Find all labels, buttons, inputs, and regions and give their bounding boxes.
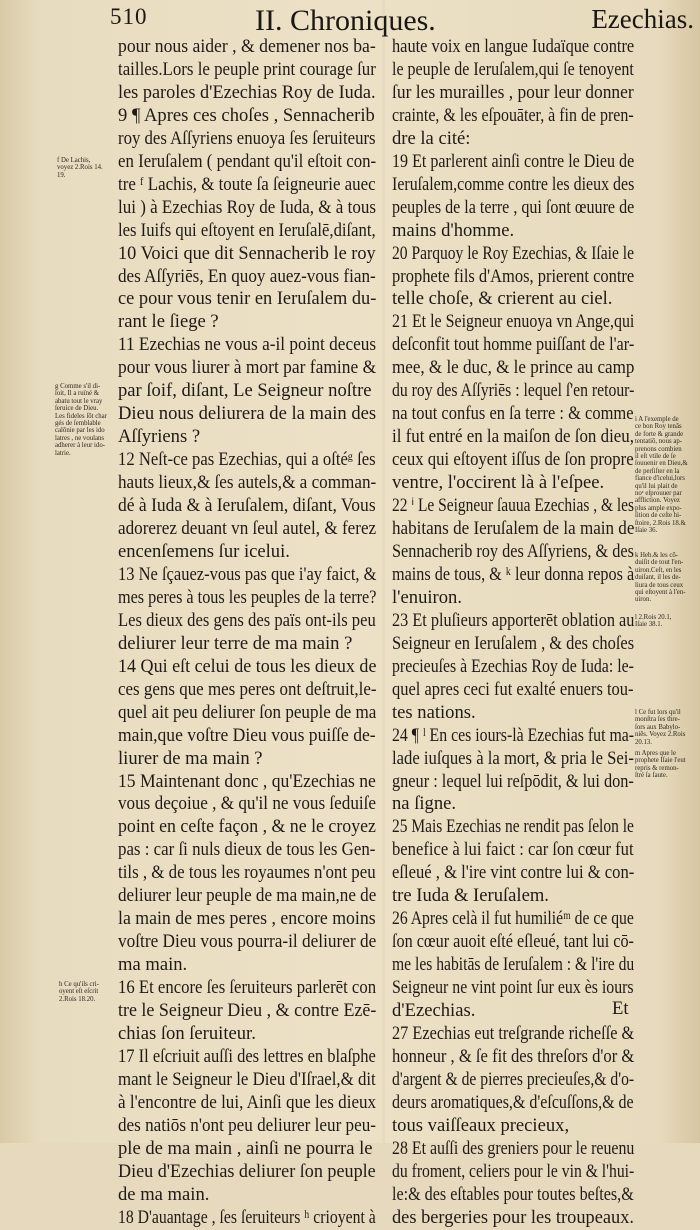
margin-note-line: de forte & grande	[635, 430, 684, 438]
text-line: 24 ¶ ˡ En ces iours-là Ezechias fut ma-	[392, 724, 635, 746]
text-line: deliurer leur peuple de ma main,ne de	[118, 885, 377, 907]
margin-note-line: Iſaie 36.	[635, 527, 658, 535]
text-line: ceux qui eſtoyent iſſus de ſon propre	[392, 449, 634, 471]
margin-note-line: affliction. Voyez	[635, 497, 680, 505]
margin-note-line: latrie.	[55, 449, 71, 457]
text-line: Seigneur en Ieruſalem , & des choſes	[392, 632, 635, 654]
margin-note-line: 19.	[57, 171, 66, 179]
text-line: habitans de Ieruſalem de la main de	[392, 518, 635, 540]
text-line: 16 Et encore ſes ſeruiteurs parlerēt con	[118, 977, 377, 999]
text-line: mes peres à tous les peuples de la terre?	[118, 586, 377, 608]
margin-note-h	[59, 981, 99, 1003]
margin-note-line: gés de ſemblable	[55, 420, 101, 428]
margin-note-line: ce bon Roy tenās	[635, 423, 682, 431]
text-line: ple de ma main , ainſi ne pourra le	[118, 1137, 373, 1159]
margin-note-line: l Ce fut lors qu'il	[635, 709, 681, 716]
margin-note-line: ſeruice de Dieu.	[55, 405, 99, 413]
text-line: 17 Il eſcriuit auſſi des lettres en blaſphe	[118, 1045, 376, 1067]
text-line: deurs aromatiques,& d'eſcuſſons,& de	[392, 1091, 634, 1113]
text-line: 18 D'auantage , ſes ſeruiteurs ʰ crioyent à	[118, 1206, 376, 1228]
text-line: 21 Et le Seigneur enuoya vn Ange,qui	[392, 311, 635, 333]
margin-note-line: abatu tout le vray	[55, 397, 103, 405]
text-line: tous vaiſſeaux precieux,	[392, 1114, 570, 1136]
margin-note-line: uiron.	[635, 596, 652, 604]
margin-note-line: duiſit de tout l'en-	[635, 559, 684, 567]
left-text-column	[118, 36, 376, 1230]
text-line: 9 ¶ Apres ces choſes , Sennacherib	[118, 104, 375, 126]
margin-note-line: prenons combien	[635, 445, 682, 453]
text-line: mains de tous, & ᵏ leur donna repos à	[392, 563, 635, 585]
text-line: les Iuifs qui eſtoyent en Ieruſalē,diſant,	[118, 219, 376, 241]
margin-note-f	[57, 157, 103, 179]
margin-note-g	[55, 383, 107, 457]
margin-note-line: Les fideles ſōt char	[55, 412, 107, 420]
text-line: Dieu d'Ezechias deliurer ſon peuple	[118, 1160, 376, 1182]
text-line: ſon cœur auoit eſté eſleué, tant lui cō-	[392, 931, 634, 953]
text-line: ſur les murailles , pour leur donner	[392, 81, 634, 103]
text-line: dé à Iuda & à Ieruſalem, diſant, Vous	[118, 495, 376, 517]
text-line: 25 Mais Ezechias ne rendit pas ſelon le	[392, 816, 634, 838]
margin-note-line: tentatiō, nous ap-	[635, 438, 683, 446]
text-line: tre Iuda & Ieruſalem.	[392, 885, 549, 907]
margin-note-line: g Comme s'il di-	[55, 383, 101, 390]
text-line: eſleué , & l'ire vint contre lui & con-	[392, 862, 635, 884]
margin-note-line: de perſiſter en la	[635, 467, 680, 475]
text-line: na ſigne.	[392, 793, 457, 815]
text-line: rant le ſiege ?	[118, 311, 219, 333]
text-line: des bergeries pour les troupeaux.	[392, 1206, 634, 1228]
margin-note-line: 2.Rois 18.20.	[59, 995, 96, 1003]
text-line: haute voix en langue Iudaïque contre	[392, 36, 635, 57]
margin-note-line: m Apres que le	[635, 750, 676, 757]
margin-note-line: ſtoire, 2.Rois 18.&	[635, 519, 686, 527]
text-line: tre ᶠ Lachis, & toute ſa ſeigneurie auec	[118, 173, 376, 195]
text-line: tailles.Lors le peuple print courage ſur	[118, 58, 376, 80]
text-line: Seigneur ne vint point ſur eux ès iours	[392, 977, 634, 999]
margin-note-k	[635, 552, 686, 604]
margin-note-line: voyez 2.Rois 14.	[57, 164, 103, 172]
margin-note-line: plus ample expo-	[635, 504, 682, 512]
text-line: tils , & de tous les royaumes n'ont peu	[118, 862, 376, 884]
margin-note-line: ſtré ſa faute.	[635, 772, 668, 780]
text-line: deliurer leur terre de ma main ?	[118, 632, 353, 654]
text-line: adorerez deuant vn ſeul autel, & ferez	[118, 518, 377, 540]
text-line: prophete fils d'Amos, prierent contre	[392, 265, 635, 287]
margin-note-line: calōnie par les ido	[55, 427, 105, 435]
text-line: Dieu nous deliurera de la main des	[118, 403, 377, 425]
text-line: ces gens que mes peres ont deſtruit,le-	[118, 678, 377, 700]
margin-note-line: fiance d'icelui,lors	[635, 475, 685, 483]
margin-note-line: i A l'exemple de	[635, 416, 679, 423]
text-line: en Ieruſalem ( pendant qu'il eſtoit con-	[118, 150, 377, 172]
text-line: 12 Neſt-ce pas Ezechias, qui a oſtéᵍ ſes	[118, 449, 376, 471]
text-line: 19 Et parlerent ainſi contre le Dieu de	[392, 150, 635, 172]
catchword: Et	[612, 998, 629, 1019]
text-line: 28 Et auſſi des greniers pour le reuenu	[392, 1137, 635, 1159]
margin-note-line: 20.13.	[635, 738, 652, 746]
text-line: Aſſyriens ?	[118, 426, 201, 448]
text-line: ce pour vous tenir en Ieruſalem du-	[118, 288, 377, 310]
margin-note-line: ſors aux Babylo-	[635, 723, 681, 731]
margin-note-line: prophete Iſaie l'eut	[635, 757, 686, 765]
text-line: l'enuiron.	[392, 586, 462, 608]
margin-note-line: Iſaie 38.1.	[635, 621, 663, 629]
margin-note-l	[635, 614, 671, 629]
text-line: du froment, celiers pour le vin & l'hui-	[392, 1160, 635, 1182]
text-line: na tout confus en ſa terre : & comme	[392, 403, 634, 425]
margin-note-line: ſition de ceſte hi-	[635, 512, 682, 520]
text-line: lade iuſques à la mort, & pria le Sei-	[392, 747, 634, 769]
text-line: chias ſon ſeruiteur.	[118, 1022, 256, 1044]
text-line: crainte, & les eſpouāter, à fin de pren-	[392, 104, 634, 126]
text-line: d'Ezechias.	[392, 1000, 476, 1022]
text-line: me les habitās de Ieruſalem : & l'ire du	[392, 954, 635, 976]
text-line: ma main.	[118, 954, 188, 976]
margin-note-line: l 2.Rois 20.1,	[635, 614, 672, 621]
text-line: quel ait peu deliurer ſon peuple de ma	[118, 701, 377, 723]
text-line: voſtre Dieu vous pourra-il deliurer de	[118, 931, 377, 953]
text-line: honneur , & ſe fit des threſors d'or &	[392, 1045, 635, 1067]
text-line: d'argent & de pierres precieuſes,& d'o-	[392, 1068, 635, 1090]
margin-note-line: ſoit, Il a ruïné &	[55, 390, 99, 398]
text-line: point en ceſte façon , & ne le croyez	[118, 816, 376, 838]
margin-note-m	[635, 750, 686, 780]
column-gutter	[382, 0, 385, 1143]
text-line: 27 Ezechias eut treſgrande richeſſe &	[392, 1022, 635, 1044]
margin-note-line: liura de tous ceux	[635, 581, 684, 589]
margin-note-line: monſtra ſes thre-	[635, 716, 680, 724]
margin-note-line: qu'il lui plait de	[635, 482, 678, 490]
text-line: Ieruſalem,comme contre les dieux des	[392, 173, 635, 195]
text-line: tre le Seigneur Dieu , & contre Ezē-	[118, 1000, 377, 1022]
text-line: lui ) à Ezechias Roy de Iuda, & à tous	[118, 196, 376, 218]
margin-note-line: noᶻ eſprouuer par	[635, 490, 682, 498]
text-line: les paroles d'Ezechias Roy de Iuda.	[118, 81, 376, 103]
text-line: ventre, l'occirent là à l'eſpee.	[392, 472, 605, 494]
text-line: 15 Maintenant donc , qu'Ezechias ne	[118, 770, 376, 792]
margin-note-line: qui eſtoyent à l'en-	[635, 589, 686, 597]
text-line: à l'encontre de lui, Ainſi que les dieux	[118, 1091, 377, 1113]
text-line: il fut entré en la maiſon de ſon dieu,	[392, 426, 634, 448]
text-line: des natiōs n'ont peu deliurer leur peu-	[118, 1114, 376, 1136]
margin-note-line: f De Lachis,	[57, 157, 91, 164]
text-line: quel apres ceci fut exalté enuers tou-	[392, 678, 634, 700]
margin-note-line: repris & remon-	[635, 764, 679, 772]
text-line: 11 Ezechias ne vous a-il point deceus	[118, 334, 377, 356]
text-line: des Aſſyriēs, En quoy auez-vous fian-	[118, 265, 376, 287]
text-line: Sennacherib roy des Aſſyriens, & des	[392, 540, 634, 562]
running-head: Ezechias.	[591, 4, 694, 34]
text-line: du roy des Aſſyriēs : lequel ſ'en retour-	[392, 380, 635, 402]
margin-note-line: adherer à leur ido-	[55, 442, 106, 450]
margin-note-line: il eſt vtile de ſe	[635, 453, 676, 461]
text-line: pas : car ſi nuls dieux de tous les Gen-	[118, 839, 376, 861]
text-line: mains d'homme.	[392, 219, 515, 241]
text-line: precieuſes à Ezechias Roy de Iuda: le-	[392, 655, 634, 677]
margin-note-line: ſouuenir en Dieu,&	[635, 460, 688, 468]
margin-note-line: duiſant, il les de-	[635, 574, 681, 582]
text-line: 10 Voici que dit Sennacherib le roy	[118, 242, 376, 264]
text-line: hauts lieux,& ſes autels,& a comman-	[118, 472, 377, 494]
margin-note-line: latres , ne voulans	[55, 434, 105, 442]
text-line: dre la cité:	[392, 127, 471, 149]
text-line: Les dieux des gens des païs ont-ils peu	[118, 609, 376, 631]
text-line: roy des Aſſyriens enuoya ſes ſeruiteurs	[118, 127, 376, 149]
book-title: II. Chroniques.	[255, 4, 436, 37]
text-line: de ma main.	[118, 1183, 210, 1205]
text-line: par ſoif, diſant, Le Seigneur noſtre	[118, 380, 372, 402]
text-line: vous deçoiue , & qu'il ne vous ſeduiſe	[118, 793, 377, 815]
text-line: 23 Et pluſieurs apporterēt oblation au	[392, 609, 635, 631]
text-line: telle choſe, & crierent au ciel.	[392, 288, 613, 310]
text-line: deſconfit tout homme puiſſant de l'ar-	[392, 334, 635, 356]
text-line: mee, & le duc, & le prince au camp	[392, 357, 635, 379]
text-line: gneur : lequel lui reſpōdit, & lui don-	[392, 770, 634, 792]
text-line: 13 Ne ſçauez-vous pas que i'ay faict, &	[118, 563, 377, 585]
text-line: le peuple de Ieruſalem,qui ſe tenoyent	[392, 58, 634, 80]
text-line: pour vous liurer à mort par famine &	[118, 357, 377, 379]
text-line: peuples de la terre , qui ſont œuure de	[392, 196, 635, 218]
margin-note-line: h Ce qu'ils cri-	[59, 981, 99, 988]
margin-note-line: k Heb.& les cō-	[635, 552, 679, 559]
text-line: la main de mes peres , encore moins	[118, 908, 376, 930]
text-line: le:& des eſtables pour toutes beſtes,&	[392, 1183, 634, 1205]
margin-note-line: oyent eſt eſcrit	[59, 988, 99, 996]
margin-note-line: niēs. Voyez 2.Rois	[635, 731, 686, 739]
text-line: liurer de ma main ?	[118, 747, 263, 769]
text-line: encenſemens ſur icelui.	[118, 540, 290, 562]
text-line: 26 Apres celà il fut humiliéᵐ de ce que	[392, 908, 634, 930]
text-line: pour nous aider , & demener nos ba-	[118, 36, 376, 57]
margin-note-i	[635, 416, 688, 535]
text-line: mant le Seigneur le Dieu d'Iſrael,& dit	[118, 1068, 376, 1090]
text-line: benefice à lui faict : car ſon cœur fut	[392, 839, 634, 861]
margin-note-l2	[635, 709, 685, 746]
right-text-column	[392, 36, 634, 1230]
text-line: tes nations.	[392, 701, 476, 723]
text-line: 14 Qui eſt celui de tous les dieux de	[118, 655, 377, 677]
text-line: 22 ⁱ Le Seigneur ſauua Ezechias , & les	[392, 495, 635, 517]
text-line: 20 Parquoy le Roy Ezechias, & Iſaie le	[392, 242, 635, 264]
text-line: main,que voſtre Dieu vous puiſſe de-	[118, 724, 376, 746]
page-number: 510	[110, 4, 148, 29]
margin-note-line: uiron.Ceſt, en les	[635, 566, 682, 574]
